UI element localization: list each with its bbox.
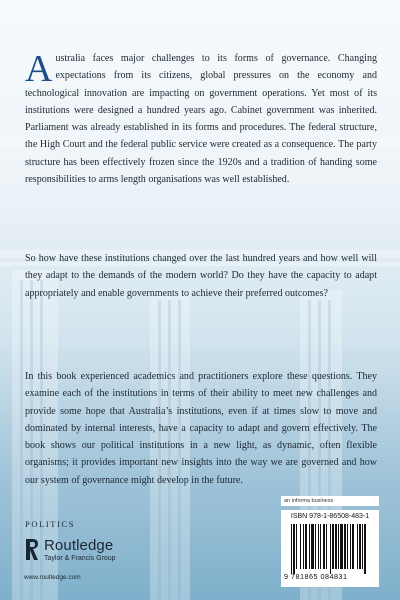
barcode-bar [296, 524, 297, 569]
summary-paragraph: In this book experienced academics and practitioners explore these questions. They examine each of the institutions in terms of their ability to meet new challenges and provide some hope that Australia’s institutions, even if at times slow to move and dominated by internal interests, have a capacity to adapt and govern effectively. The book shows our political institutions in a new light, as dynamic, often flexible organisms; it provides important new insights into the way we are governed and how our system of governance might develop in the future. [25, 371, 377, 486]
barcode-bar [362, 524, 363, 569]
barcode-bar [359, 524, 361, 569]
drop-cap: A [25, 48, 53, 90]
barcode-bar [326, 524, 327, 569]
barcode-panel [281, 510, 379, 587]
barcode-bar [320, 524, 321, 569]
routledge-r-logo-icon [24, 538, 40, 562]
barcode-bar [330, 524, 331, 574]
barcode-bar [315, 524, 316, 569]
publisher-website: www.routledge.com [24, 574, 81, 581]
barcode-bar [364, 524, 366, 574]
barcode-bar [300, 524, 301, 569]
category-label: POLITICS [25, 519, 76, 529]
barcode-bar [344, 524, 346, 569]
barcode-digits: 9 781865 084831 [284, 572, 348, 581]
publisher-logo [24, 537, 174, 569]
intro-paragraph-text: ustralia faces major challenges to its forms of governance. Changing expectations from its citizens, global pressures on the economy and technological innovation are impacting on government operations. Yet most of its institutions were designed a hundred years ago. Cabinet government was inherited. Parliament was already established in its forms and procedures. The federal structure, the High Court and the federal public service were created as a consequence. The party structure has been effectively frozen since the 1920s and a tradition of handing some responsibilities to arms length organisations was well established. [25, 53, 377, 186]
barcode-bar [338, 524, 339, 569]
barcode-bar [350, 524, 351, 569]
publisher-name: Routledge [44, 537, 114, 554]
barcode-bar [347, 524, 348, 569]
barcode-bar [305, 524, 307, 569]
barcode-bar [309, 524, 310, 569]
isbn-label: ISBN 978-1-86508-483-1 [290, 513, 370, 520]
publisher-group: Taylor & Francis Group [44, 555, 116, 562]
intro-paragraph [25, 50, 377, 188]
questions-paragraph: So how have these institutions changed over the last hundred years and how well will they adapt to the demands of the modern world? Do they have the capacity to adapt appropriately and enable governments to achieve their preferred outcomes? [25, 253, 377, 299]
barcode-bar [332, 524, 334, 569]
barcode-bar [318, 524, 319, 569]
barcode-bar [291, 524, 292, 574]
barcode-bar [323, 524, 325, 569]
barcode-bar [303, 524, 304, 569]
barcode-icon [291, 524, 373, 574]
barcode-bar [335, 524, 337, 569]
barcode-bar [352, 524, 354, 569]
barcode-bar [357, 524, 358, 569]
barcode-bar [311, 524, 314, 569]
informa-tagline: an informa business [281, 496, 379, 506]
barcode-bar [340, 524, 343, 569]
barcode-bar [293, 524, 295, 574]
